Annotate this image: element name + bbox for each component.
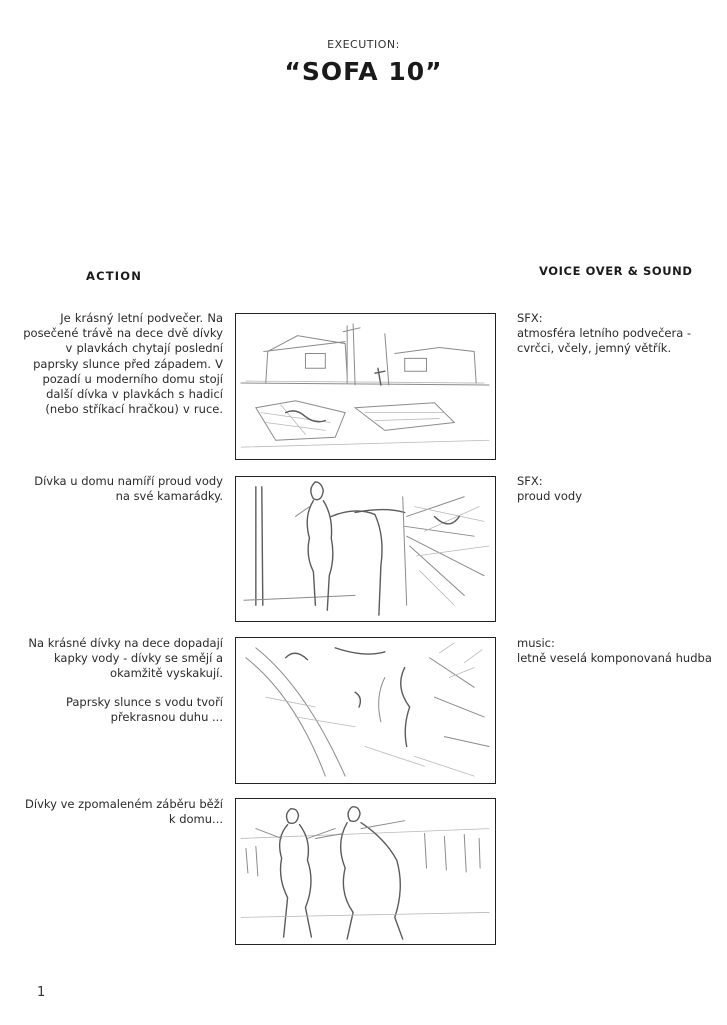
scene-3-action xyxy=(20,636,223,738)
scene-3-action-text-1: Na krásné dívky na dece dopadají kapky vody - dívky se smějí a okamžitě vyskakují. xyxy=(28,636,223,681)
scene-1-vo-label: SFX: xyxy=(517,311,543,325)
scene-1-vo-text: atmosféra letního podvečera - cvrčci, včely, jemný větřík. xyxy=(517,326,692,356)
storyboard-frame-2 xyxy=(235,476,496,622)
storyboard-frame-4 xyxy=(235,798,496,945)
scene-3-vo-label: music: xyxy=(517,636,555,650)
storyboard-frame-1 xyxy=(235,313,496,460)
scene-1-voice-over xyxy=(517,311,717,357)
voice-over-column-heading: VOICE OVER & SOUND xyxy=(539,264,693,278)
scene-2-vo-label: SFX: xyxy=(517,474,543,488)
scene-3-vo-text: letně veselá komponovaná hudba xyxy=(517,651,712,666)
scene-3-voice-over xyxy=(517,636,717,666)
scene-1-action-text: Je krásný letní podvečer. Na posečené trávě na dece dvě dívky v plavkách chytají poslední paprsky slunce před západem. V pozadí u moderního domu stojí další dívka v plavkách s hadicí (nebo stříkací hračkou) v ruce. xyxy=(23,311,223,417)
scene-1-action xyxy=(20,311,223,430)
scene-3-action-text-2: Paprsky slunce s vodu tvoří překrasnou duhu ... xyxy=(65,694,223,724)
scene-2-voice-over xyxy=(517,474,717,504)
scene-2-action xyxy=(20,474,223,517)
sketch-girl-with-hose xyxy=(236,477,495,621)
scene-4-action xyxy=(20,797,223,840)
scene-2-action-text: Dívka u domu namíří proud vody na své kamarádky. xyxy=(34,474,223,504)
scene-2-vo-text: proud vody xyxy=(517,489,583,504)
page-title: “SOFA 10” xyxy=(284,57,443,86)
sketch-girls-running xyxy=(236,799,495,944)
scene-4-action-text: Dívky ve zpomaleném záběru běží k domu... xyxy=(25,797,223,827)
sketch-house-lawn xyxy=(236,314,495,459)
page-number: 1 xyxy=(37,985,46,1000)
action-column-heading: ACTION xyxy=(86,269,143,283)
page-subtitle: EXECUTION: xyxy=(327,38,400,51)
storyboard-frame-3 xyxy=(235,637,496,784)
sketch-water-drops xyxy=(236,638,495,783)
